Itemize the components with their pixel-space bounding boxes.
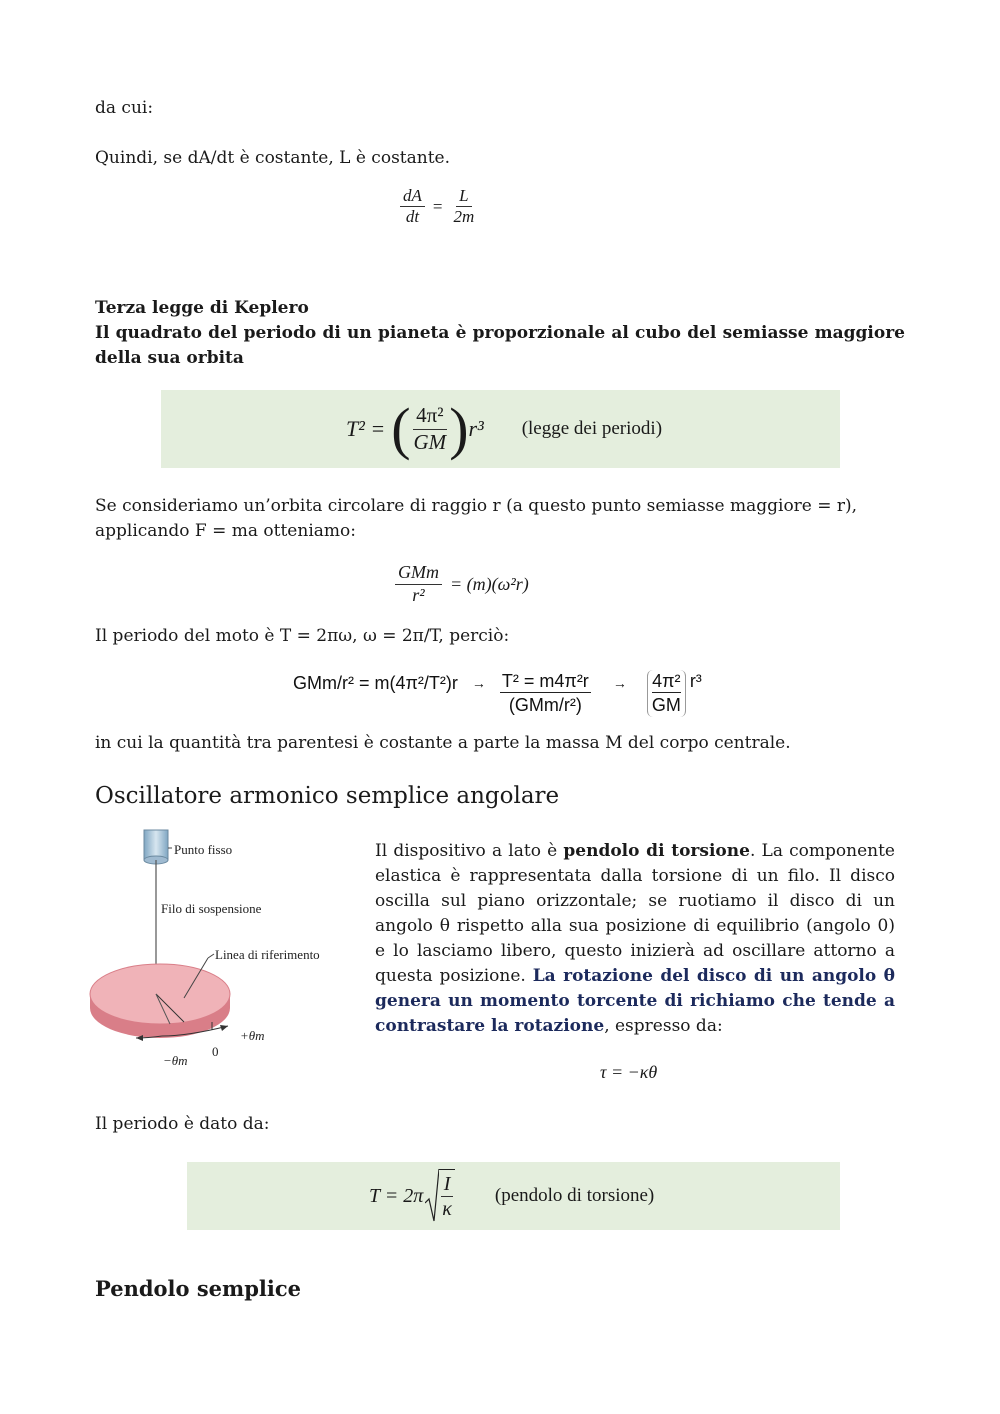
eq-force-den: r² — [412, 584, 425, 605]
torsion-paragraph — [375, 839, 895, 1039]
eq-dadt-num: dA — [400, 186, 425, 207]
text-orbita-circolare: Se consideriamo un’orbita circolare di raggio r (a questo punto semiasse maggiore = r), applicando F = ma otteniamo: — [95, 496, 858, 541]
eq-torsion-note: (pendolo di torsione) — [494, 1185, 655, 1206]
torsion-text-3: , espresso da: — [604, 1016, 723, 1036]
eq-periods-den: GM — [413, 429, 447, 454]
eq-chain-part3-den: GM — [651, 695, 681, 715]
sqrt-icon — [425, 1169, 439, 1223]
eq-periods-note: (legge dei periodi) — [521, 418, 663, 439]
torsion-bold-2: La rotazione del disco di un angolo θ genera un momento torcente di richiamo che tende a contrastare la rotazione — [375, 966, 895, 1036]
equation-force — [395, 562, 529, 606]
eq-chain-part2-den: (GMm/r²) — [508, 695, 582, 715]
eq-chain-part3-r: r³ — [689, 671, 702, 691]
label-minus-theta: −θm — [163, 1053, 188, 1068]
torsion-text-2: . La componente elastica è rappresentata dalla torsione di un filo. Il disco oscilla sul piano orizzontale; se ruotiamo il disco di un angolo θ rispetto alla sua posizione di equilibrio (angolo 0) e lo lasciamo libero, questo inizierà ad oscillare attorno a questa posizione. — [375, 841, 895, 986]
label-punto-fisso: Punto fisso — [174, 842, 233, 857]
text-periodo-moto: Il periodo del moto è T = 2πω, ω = 2π/T, perciò: — [95, 626, 510, 646]
eq-force-rhs: = (m)(ω²r) — [450, 573, 529, 594]
torsion-text-bold: pendolo di torsione — [563, 841, 750, 861]
eq-torsion-den: κ — [442, 1198, 452, 1220]
eq-periods-lhs: T² = — [346, 416, 386, 441]
eq-chain-arrow1: → — [471, 675, 486, 691]
equation-area-rate — [400, 186, 477, 228]
section-title-oscillatore: Oscillatore armonico semplice angolare — [95, 783, 560, 809]
eq-chain-part1: GMm/r² = m(4π²/T²)r — [293, 673, 458, 693]
equation-box-torsion-period — [187, 1162, 840, 1230]
paren-left: ( — [391, 396, 411, 461]
equation-box-periods — [161, 390, 840, 468]
eq-force-num: GMm — [395, 562, 442, 585]
eq-torsion-lhs: T = 2π — [369, 1184, 424, 1207]
torsion-pendulum-figure — [88, 826, 358, 1076]
equation-chain — [293, 670, 702, 717]
text-periodo-dato: Il periodo è dato da: — [95, 1114, 270, 1134]
label-plus-theta: +θm — [240, 1028, 265, 1043]
text-quindi: Quindi, se dA/dt è costante, L è costante. — [95, 148, 450, 168]
equation-tau: τ = −κθ — [600, 1062, 658, 1082]
text-costante: in cui la quantità tra parentesi è costante a parte la massa M del corpo centrale. — [95, 733, 791, 753]
label-linea-riferimento: Linea di riferimento — [215, 947, 320, 962]
text-da-cui: da cui: — [95, 98, 154, 118]
eq-periods-num: 4π² — [413, 403, 446, 429]
label-zero: 0 — [212, 1044, 219, 1059]
paren-right: ) — [449, 396, 469, 461]
eq-dadt-den: dt — [405, 207, 420, 227]
heading-terza-legge: Terza legge di Keplero — [95, 298, 309, 318]
eq-dadt-rhs-num: L — [456, 186, 471, 207]
eq-chain-part2-num: T² = m4π²r — [501, 671, 589, 691]
section-title-pendolo: Pendolo semplice — [95, 1276, 302, 1301]
eq-periods-r: r³ — [468, 416, 484, 441]
eq-dadt-rhs-den: 2m — [453, 207, 475, 227]
eq-chain-part3-num: 4π² — [652, 671, 681, 691]
eq-dadt-equals: = — [432, 196, 443, 216]
kepler3-statement: Il quadrato del periodo di un pianeta è proporzionale al cubo del semiasse maggiore della sua orbita — [95, 323, 905, 368]
torsion-text-1: Il dispositivo a lato è — [375, 841, 564, 861]
eq-chain-arrow2: → — [612, 675, 627, 691]
eq-torsion-num: I — [441, 1172, 454, 1197]
label-filo: Filo di sospensione — [161, 901, 262, 916]
